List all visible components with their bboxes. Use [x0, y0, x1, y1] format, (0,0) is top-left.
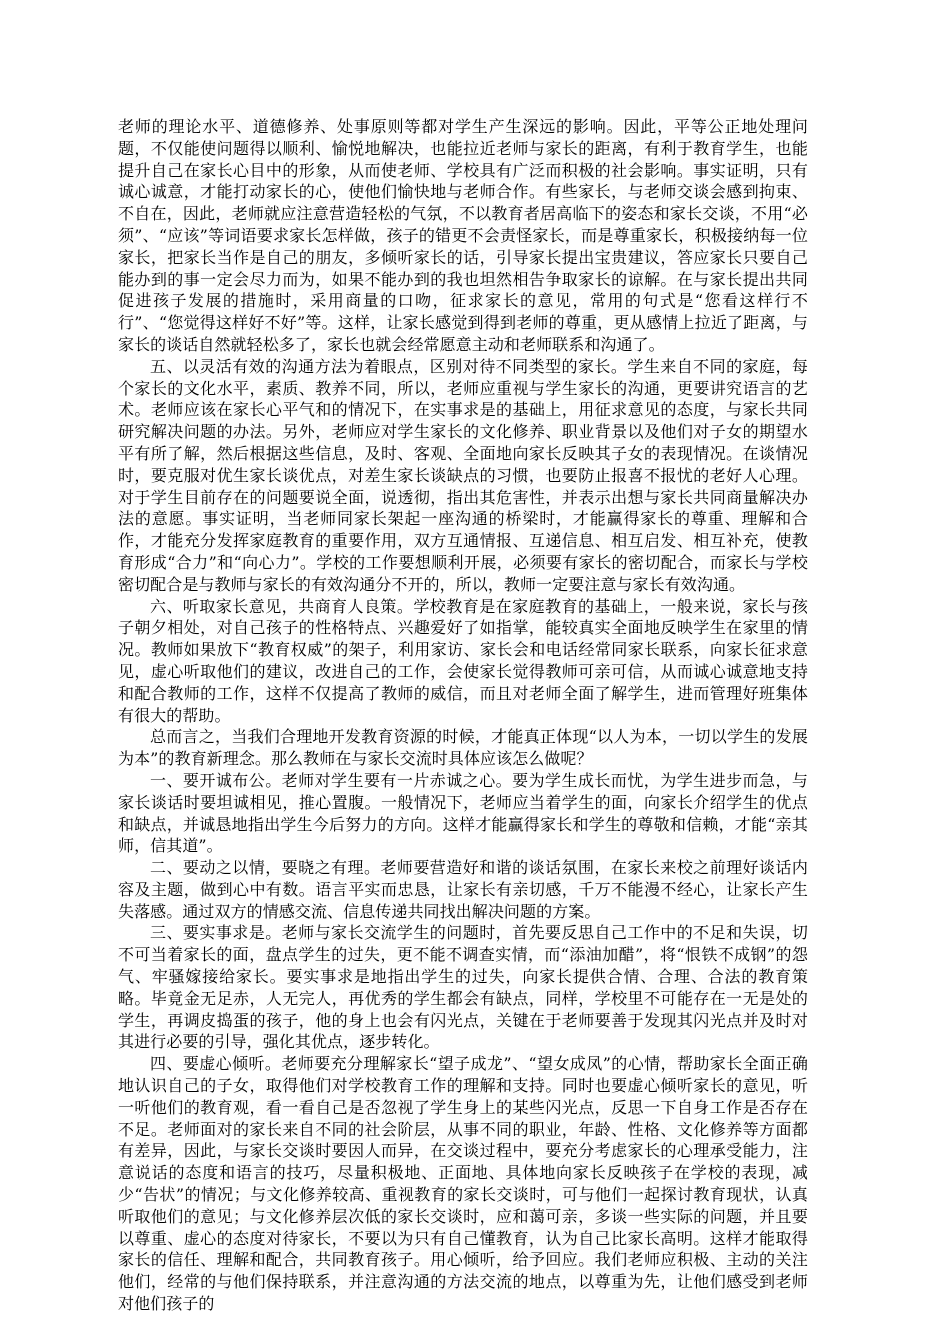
paragraph-3: 六、听取家长意见，共商育人良策。学校教育是在家庭教育的基础上，一般来说，家长与孩子朝夕相处，对自己孩子的性格特点、兴趣爱好了如指掌，能较真实全面地反映学生在家里的情况。教师如果放下“教育权威”的架子，利用家访、家长会和电话经常同家长联系，向家长征求意见，虚心听取他们的建议，改进自己的工作，会使家长觉得教师可亲可信，从而诚心诚意地支持和配合教师的工作，这样不仅提高了教师的威信，而且对老师全面了解学生，进而管理好班集体有很大的帮助。	[118, 596, 808, 725]
paragraph-1: 老师的理论水平、道德修养、处事原则等都对学生产生深远的影响。因此，平等公正地处理问题，不仅能使问题得以顺利、愉悦地解决，也能拉近老师与家长的距离，有利于教育学生，也能提升自己在家长心目中的形象，从而使老师、学校具有广泛而积极的社会影响。事实证明，只有诚心诚意，才能打动家长的心，使他们愉快地与老师合作。有些家长，与老师交谈会感到拘束、不自在，因此，老师就应注意营造轻松的气氛，不以教育者居高临下的姿态和家长交谈，不用“必须”、“应该”等词语要求家长怎样做，孩子的错更不会责怪家长，而是尊重家长，积极接纳每一位家长，把家长当作是自己的朋友，多倾听家长的话，引导家长提出宝贵建议，答应家长只要自己能办到的事一定会尽力而为，如果不能办到的我也坦然相告争取家长的谅解。在与家长提出共同促进孩子发展的措施时，采用商量的口吻，征求家长的意见，常用的句式是“您看这样行不行”、“您觉得这样好不好”等。这样，让家长感觉到得到老师的尊重，更从感情上拉近了距离，与家长的谈话自然就轻松多了，家长也就会经常愿意主动和老师联系和沟通了。	[118, 117, 808, 354]
paragraph-2: 五、以灵活有效的沟通方法为着眼点，区别对待不同类型的家长。学生来自不同的家庭，每个家长的文化水平，素质、教养不同，所以，老师应重视与学生家长的沟通，更要讲究语言的艺术。老师应该在家长心平气和的情况下，在实事求是的基础上，用征求意见的态度，与家长共同研究解决问题的办法。另外，老师应对学生家长的文化修养、职业背景以及他们对子女的期望水平有所了解，然后根据这些信息，及时、客观、全面地向家长反映其子女的表现情况。在谈情况时，要克服对优生家长谈优点，对差生家长谈缺点的习惯，也要防止报喜不报忧的老好人心理。对于学生目前存在的问题要说全面，说透彻，指出其危害性，并表示出想与家长共同商量解决办法的意愿。事实证明，当老师同家长架起一座沟通的桥梁时，才能赢得家长的尊重、理解和合作，才能充分发挥家庭教育的重要作用，双方互通情报、互递信息、相互启发、相互补充，使教育形成“合力”和“向心力”。学校的工作要想顺利开展，必须要有家长的密切配合，而家长与学校密切配合是与教师与家长的有效沟通分不开的，所以，教师一定要注意与家长有效沟通。	[118, 356, 808, 594]
paragraph-8: 四、要虚心倾听。老师要充分理解家长“望子成龙”、“望女成凤”的心情，帮助家长全面正确地认识自己的子女，取得他们对学校教育工作的理解和支持。同时也要虚心倾听家长的意见，听一听他们的教育观，看一看自己是否忽视了学生身上的某些闪光点，反思一下自身工作是否存在不足。老师面对的家长来自不同的社会阶层，从事不同的职业，年龄、性格、文化修养等方面都有差异，因此，与家长交谈时要因人而异，在交谈过程中，要充分考虑家长的心理承受能力，注意说话的态度和语言的技巧，尽量积极地、正面地、具体地向家长反映孩子在学校的表现，减少“告状”的情况；与文化修养较高、重视教育的家长交谈时，可与他们一起探讨教育现状，认真听取他们的意见；与文化修养层次低的家长交谈时，应和蔼可亲，多谈一些实际的问题，并且要以尊重、虚心的态度对待家长，不要以为只有自己懂教育，认为自己比家长高明。这样才能取得家长的信任、理解和配合，共同教育孩子。用心倾听，给予回应。我们老师应积极、主动的关注他们，经常的与他们保持联系，并注意沟通的方法交流的地点，以尊重为先，让他们感受到老师对他们孩子的	[118, 1054, 808, 1314]
paragraph-5: 一、要开诚布公。老师对学生要有一片赤诚之心。要为学生成长而忧，为学生进步而急，与家长谈话时要坦诚相见，推心置腹。一般情况下，老师应当着学生的面，向家长介绍学生的优点和缺点，并诚恳地指出学生今后努力的方向。这样才能赢得家长和学生的尊敬和信赖，才能“亲其师，信其道”。	[118, 770, 808, 856]
body-text	[118, 116, 808, 1315]
paragraph-6: 二、要动之以情，要晓之有理。老师要营造好和谐的谈话氛围，在家长来校之前理好谈话内容及主题，做到心中有数。语言平实而忠恳，让家长有亲切感，千万不能漫不经心，让家长产生失落感。通过双方的情感交流、信息传递共同找出解决问题的方案。	[118, 858, 808, 921]
paragraph-4: 总而言之，当我们合理地开发教育资源的时候，才能真正体现“以人为本，一切以学生的发展为本”的教育新理念。那么教师在与家长交流时具体应该怎么做呢？	[118, 727, 808, 769]
paragraph-7: 三、要实事求是。老师与家长交流学生的问题时，首先要反思自己工作中的不足和失误，切不可当着家长的面，盘点学生的过失，更不能不调查实情，而“添油加醋”，将“恨铁不成钢”的怨气、牢骚嫁接给家长。要实事求是地指出学生的过失，向家长提供合情、合理、合法的教育策略。毕竟金无足赤，人无完人，再优秀的学生都会有缺点，同样，学校里不可能存在一无是处的学生，再调皮捣蛋的孩子，他的身上也会有闪光点，关键在于老师要善于发现其闪光点并及时对其进行必要的引导，强化其优点，逐步转化。	[118, 923, 808, 1052]
